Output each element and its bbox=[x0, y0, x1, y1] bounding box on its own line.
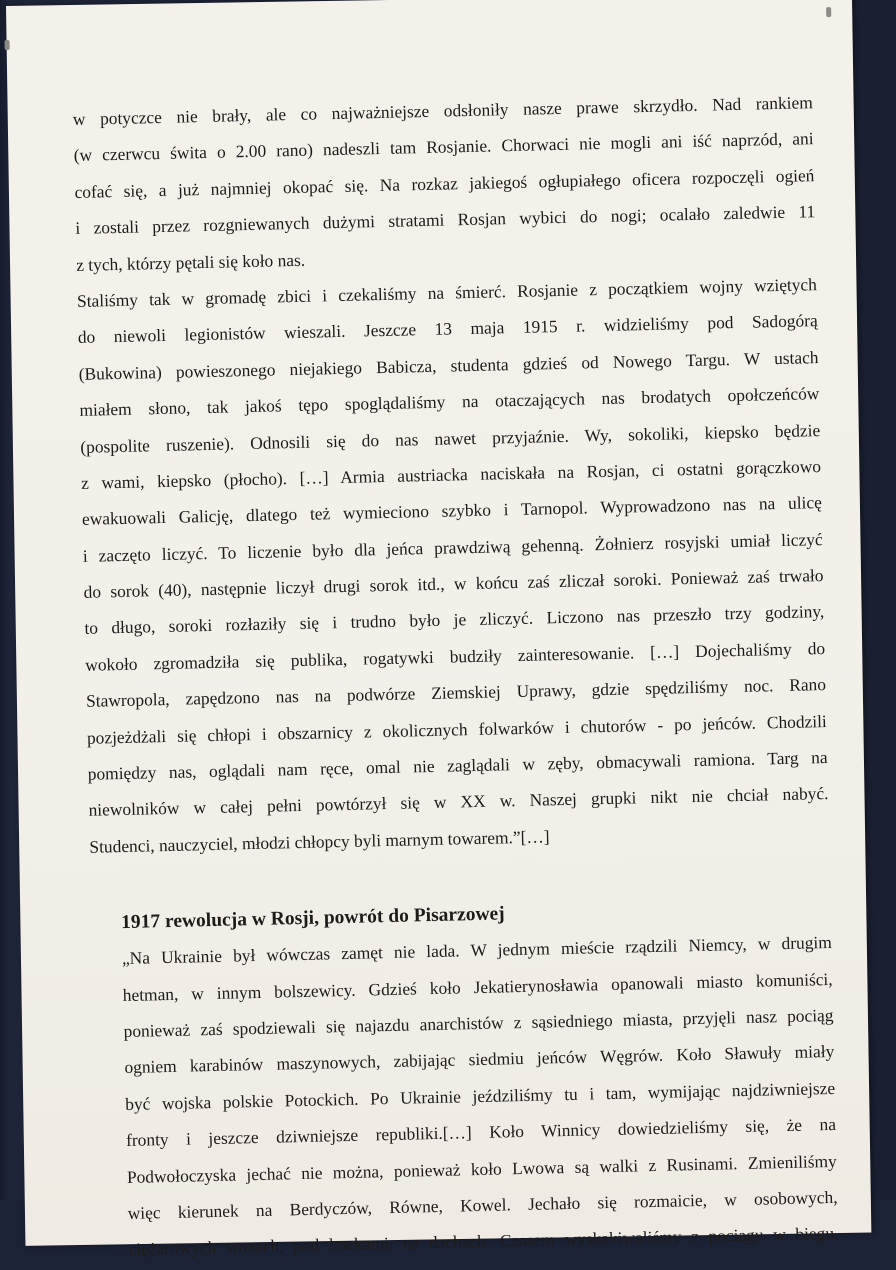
exhibition-board bbox=[6, 0, 871, 1260]
text-line: miałem słono, tak jakoś tępo spoglądaliśmy na otaczających nas brodatych opołczeńców bbox=[79, 383, 820, 421]
text-line: ogniem karabinów maszynowych, zabijając siedmiu jeńców Węgrów. Koło Sławuły miały bbox=[124, 1041, 835, 1078]
paragraph-1 bbox=[72, 84, 816, 283]
text-line: fronty i jeszcze dziwniejsze republiki.[…] Koło Winnicy dowiedzieliśmy się, że na bbox=[125, 1114, 837, 1151]
text-line: być wojska polskie Potockich. Po Ukrainie jeździliśmy tu i tam, wymijając najdziwniejsze bbox=[125, 1077, 836, 1114]
text-line: z wami, kiepsko (płocho). […] Armia austriacka naciskała na Rosjan, ci ostatni gorączkowo bbox=[80, 455, 822, 493]
text-line: to długo, soroki rozłaziły się i trudno było je zliczyć. Liczono nas przeszło trzy godziny, bbox=[84, 601, 825, 639]
pin-left bbox=[5, 40, 10, 50]
text-line: (w czerwcu świta o 2.00 rano) nadeszli tam Rosjanie. Chorwaci nie mogli ani iść naprzód, ani bbox=[73, 128, 814, 166]
text-line: Podwołoczyska jechać nie można, ponieważ koło Lwowa są walki z Rusinami. Zmieniliśmy bbox=[126, 1150, 837, 1187]
paragraph-3 bbox=[92, 924, 839, 1268]
board-text bbox=[72, 84, 838, 1268]
text-line: Stawropola, zapędzono nas na podwórze Ziemskiej Uprawy, gdzie spędziliśmy noc. Rano bbox=[85, 674, 827, 712]
text-line: ewakuowali Galicję, dlatego też wymieciono szybko i Tarnopol. Wyprowadzono nas na ulicę bbox=[81, 492, 823, 530]
text-line: więc kierunek na Berdyczów, Równe, Kowel. Jechało się rozmaicie, w osobowych, bbox=[127, 1186, 838, 1223]
text-line: w potyczce nie brały, ale co najważniejsze odsłoniły nasze prawe skrzydło. Nad rankiem bbox=[72, 92, 813, 129]
text-line: niewolników w całej pełni powtórzył się w XX w. Naszej grupki nikt nie chciał nabyć. bbox=[88, 783, 829, 821]
text-line: do niewoli legionistów wieszali. Jeszcze 13 maja 1915 r. widzieliśmy pod Sadogórą bbox=[77, 310, 818, 348]
text-line: pozjeżdżali się chłopi i obszarnicy z okolicznych folwarków i chutorów - po jeńców. Chodzili bbox=[86, 710, 827, 748]
text-line: Staliśmy tak w gromadę zbici i czekaliśmy na śmierć. Rosjanie z początkiem wojny wziętych bbox=[76, 274, 818, 311]
paragraph-2 bbox=[77, 266, 830, 865]
text-line: i zaczęto liczyć. To liczenie było dla jeńca prawdziwą gehenną. Żołnierz rosyjski umiał liczyć bbox=[82, 528, 823, 566]
text-line: ponieważ zaś spodziewali się najazdu anarchistów z sąsiedniego miasta, przyjęli nasz pociąg bbox=[123, 1004, 834, 1042]
text-line: cofać się, a już najmniej okopać się. Na rozkaz jakiegoś ogłupiałego oficera rozpoczęli ogień bbox=[74, 164, 815, 202]
section-heading: 1917 rewolucja w Rosji, powrót do Pisarzowej bbox=[120, 903, 505, 934]
text-line: ciężarowych wozach, pod ławkami, na dachach. Czasem wyskakiwaliśmy z pociągu w biegu, bbox=[128, 1223, 839, 1260]
text-line: wokoło zgromadziła się publika, rogatywki budziły zainteresowanie. […] Dojechaliśmy do bbox=[85, 637, 826, 675]
text-line: do sorok (40), następnie liczył drugi sorok itd., w końcu zaś zliczał soroki. Ponieważ zaś trwało bbox=[83, 565, 824, 602]
text-line: hetman, w innym bolszewicy. Gdzieś koło Jekatierynosławia opanowali miasto komuniści, bbox=[122, 968, 833, 1005]
pin-right bbox=[826, 7, 831, 17]
text-line: pomiędzy nas, oglądali nam ręce, omal nie zaglądali w zęby, obmacywali ramiona. Targ na bbox=[87, 747, 828, 784]
text-line: (Bukowina) powieszonego niejakiego Babicza, studenta gdzieś od Nowego Targu. W ustach bbox=[78, 346, 819, 384]
text-line: z tych, którzy pętali się koło nas. bbox=[75, 249, 306, 275]
text-line: „Na Ukrainie był wówczas zamęt nie lada. W jednym mieście rządzili Niemcy, w drugim bbox=[121, 932, 833, 969]
text-line: (pospolite ruszenie). Odnosili się do nas nawet przyjaźnie. Wy, sokoliki, kiepsko będzie bbox=[80, 419, 821, 457]
text-line: i zostali przez rozgniewanych dużymi stratami Rosjan wybici do nogi; ocalało zaledwie 11 bbox=[75, 201, 816, 239]
text-line: Studenci, nauczyciel, młodzi chłopcy byli marnym towarem.”[…] bbox=[89, 826, 550, 857]
